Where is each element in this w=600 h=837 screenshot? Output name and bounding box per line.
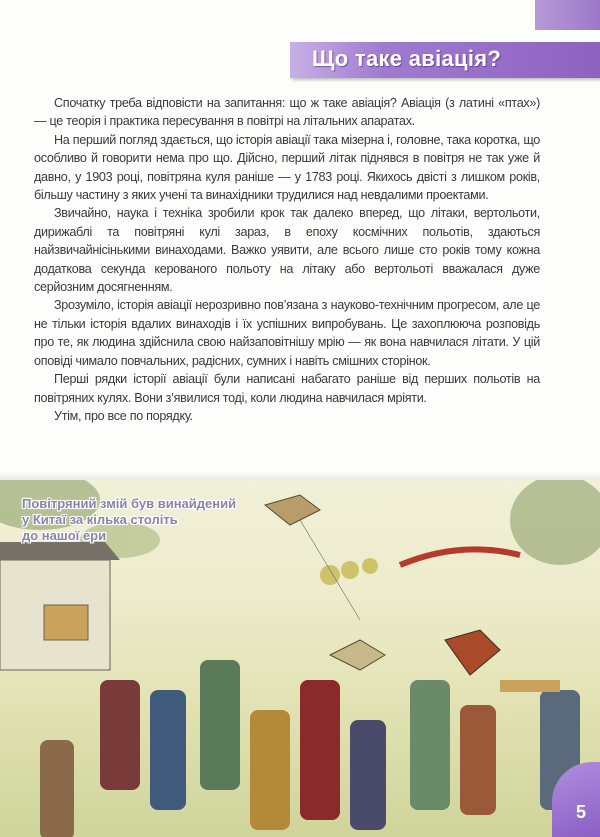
article-body [34,94,540,425]
paragraph: Утім, про все по порядку. [54,408,193,423]
chinese-kite-painting [0,480,600,837]
paragraph: На перший погляд здається, що історія авіації така мізерна і, головне, така коротка, що особливо й говорити нема про що. Дійсно, перший літак піднявся в повітря не так уже й давно, у 1903 році, повітряна куля раніше — у 1783 році. Якихось двісті з лишком років, більшу частину з яких учені та винахідники трудилися над невдалими проектами. [34,132,540,203]
paragraph: Перші рядки історії авіації були написані набагато раніше від перших польотів на повітряних кулях. Вони з’явилися тоді, коли людина навчилася мріяти. [34,372,540,405]
figures [40,660,580,837]
page-title: Що таке авіація? [312,46,502,71]
paragraph: Звичайно, наука і техніка зробили крок так далеко вперед, що літаки, вертольоти, дирижаблі та повітряні кулі зараз, в епоху космічних польотів, здаються найзвичайнісінькими винаходами. Важко уявити, але всього лише сто років тому кожна додаткова секунда керованого польоту на літаку або вертольоті вважалася дуже серйозним досягненням. [34,206,540,295]
illustration-shadow [0,472,600,480]
kites [265,495,520,675]
caption-line: Повітряний змій був винайдений [22,496,237,511]
caption-line: у Китаї за кілька століть [22,512,178,527]
top-color-tab [535,0,600,30]
paragraph: Зрозуміло, історія авіації нерозривно пов’язана з науково-технічним прогресом, але це не тільки історія вдалих винаходів і їх успішних випробувань. Це захоплююча розповідь про те, як людина здійснила свою найзаповітнішу мрію — як вона навчилася літати. У цій оповіді чимало повчальних, радісних, сумних і навіть смішних сторінок. [34,298,540,368]
boat [500,680,560,692]
paragraph: Спочатку треба відповісти на запитання: що ж таке авіація? Авіація (з латині «птах») — це теорія і практика пересування в повітрі на літальних апаратах. [34,96,540,129]
page-number: 5 [575,802,586,822]
illustration-caption [22,496,236,544]
caption-line: до нашої ери [22,528,107,543]
pavilion [0,542,120,670]
title-banner [290,42,600,78]
